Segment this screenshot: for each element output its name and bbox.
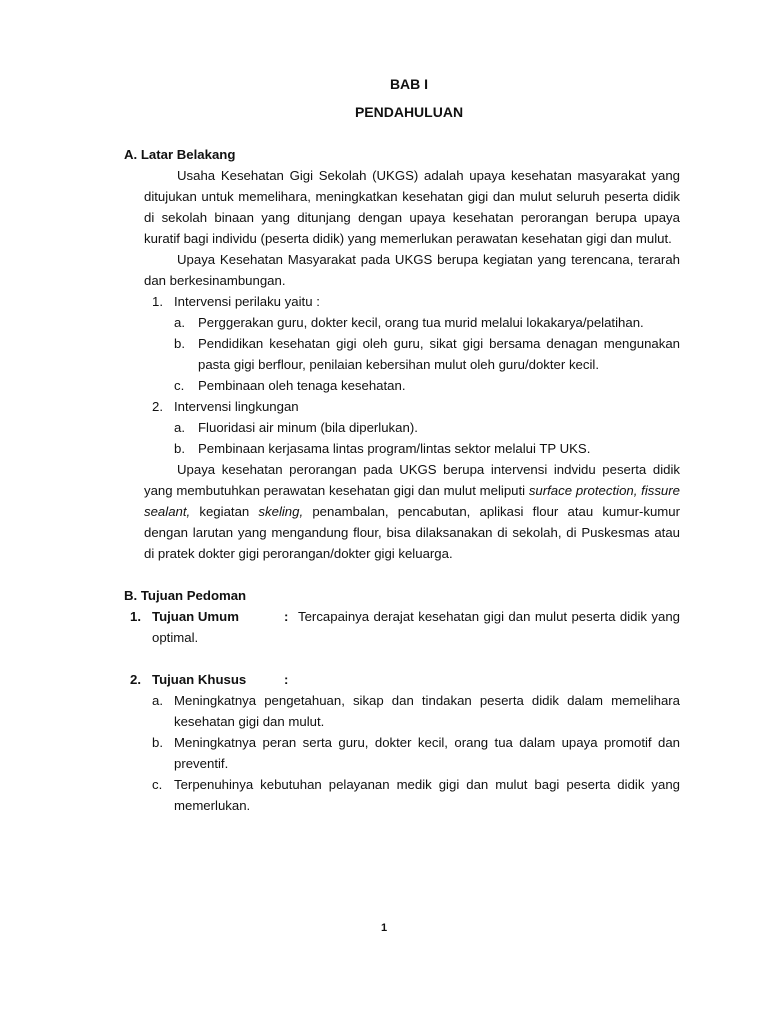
list-number: 2. [152, 399, 163, 414]
colon: : [284, 672, 289, 687]
section-b-heading: B. Tujuan Pedoman [124, 588, 247, 603]
colon: : [284, 609, 289, 624]
list-letter: b. [174, 441, 185, 456]
chapter-number: BAB I [389, 76, 429, 92]
list-letter: a. [174, 315, 185, 330]
latar-belakang-paragraph-2: Upaya Kesehatan Masyarakat pada UKGS berupa kegiatan yang terencana, terarah dan berkesinambungan. [144, 252, 680, 288]
tujuan-umum-text: Tercapainya derajat kesehatan gigi dan mulut peserta didik yang optimal. [152, 609, 680, 645]
list-number: 2. [130, 672, 141, 687]
list-item [124, 774, 680, 816]
paragraph-text: Upaya kesehatan perorangan pada UKGS berupa intervensi indvidu peserta didik yang membutuhkan perawatan kesehatan gigi dan mulut meliputi [144, 462, 680, 498]
list-text: Pembinaan oleh tenaga kesehatan. [198, 378, 406, 393]
list-number: 1. [130, 609, 141, 624]
tujuan-umum-label: Tujuan Umum [152, 609, 239, 624]
list-item [124, 438, 680, 459]
list-item [124, 333, 680, 375]
list-text: Intervensi lingkungan [174, 399, 299, 414]
list-text: Terpenuhinya kebutuhan pelayanan medik gigi dan mulut bagi peserta didik yang memerlukan. [174, 777, 680, 813]
list-letter: a. [152, 693, 163, 708]
list-letter: c. [174, 378, 185, 393]
list-letter: a. [174, 420, 185, 435]
list-item [124, 690, 680, 732]
page-number: 1 [380, 922, 388, 934]
tujuan-khusus [124, 669, 680, 690]
list-item [124, 375, 680, 396]
list-text: Perggerakan guru, dokter kecil, orang tua murid melalui lokakarya/pelatihan. [198, 315, 644, 330]
chapter-title: PENDAHULUAN [354, 104, 464, 120]
paragraph-text: kegiatan [190, 504, 259, 519]
latar-belakang-paragraph-1: Usaha Kesehatan Gigi Sekolah (UKGS) adalah upaya kesehatan masyarakat yang ditujukan untuk memelihara, meningkatkan kesehatan gigi dan mulut seluruh peserta didik di sekolah binaan yang ditunjang dengan upaya kesehatan perorangan berupa upaya kuratif bagi individu (peserta didik) yang memerlukan perawatan kesehatan gigi dan mulut. [144, 168, 680, 246]
list-item-intervensi-lingkungan [124, 396, 680, 417]
list-text: Pembinaan kerjasama lintas program/lintas sektor melalui TP UKS. [198, 441, 591, 456]
tujuan-khusus-label: Tujuan Khusus [152, 672, 247, 687]
list-text: Meningkatnya peran serta guru, dokter kecil, orang tua dalam upaya promotif dan preventif. [174, 735, 680, 771]
latar-belakang-paragraph-3 [124, 459, 680, 564]
list-text: Intervensi perilaku yaitu : [174, 294, 320, 309]
list-number: 1. [152, 294, 163, 309]
list-text: Pendidikan kesehatan gigi oleh guru, sikat gigi bersama denagan mengunakan pasta gigi berflour, penilaian kebersihan mulut oleh guru/dokter kecil. [198, 336, 680, 372]
italic-term: skeling, [258, 504, 304, 519]
section-a-heading: A. Latar Belakang [124, 147, 236, 162]
list-letter: b. [152, 735, 163, 750]
list-item [124, 732, 680, 774]
italic-term: surface protection, fissure sealant, [144, 483, 680, 519]
paragraph-text: penambalan, pencabutan, aplikasi flour atau kumur-kumur dengan larutan yang mengandung flour, bisa dilaksanakan di sekolah, di Puskesmas atau di pratek dokter gigi perorangan/dokter gigi keluarga. [144, 504, 681, 561]
list-letter: b. [174, 336, 185, 351]
list-item [124, 312, 680, 333]
list-letter: c. [152, 777, 163, 792]
list-text: Meningkatnya pengetahuan, sikap dan tindakan peserta didik dalam memelihara kesehatan gigi dan mulut. [174, 693, 680, 729]
tujuan-umum-text-block [152, 606, 680, 648]
tujuan-umum [124, 606, 680, 648]
list-text: Fluoridasi air minum (bila diperlukan). [198, 420, 418, 435]
list-item [124, 417, 680, 438]
list-item-intervensi-perilaku [124, 291, 680, 312]
